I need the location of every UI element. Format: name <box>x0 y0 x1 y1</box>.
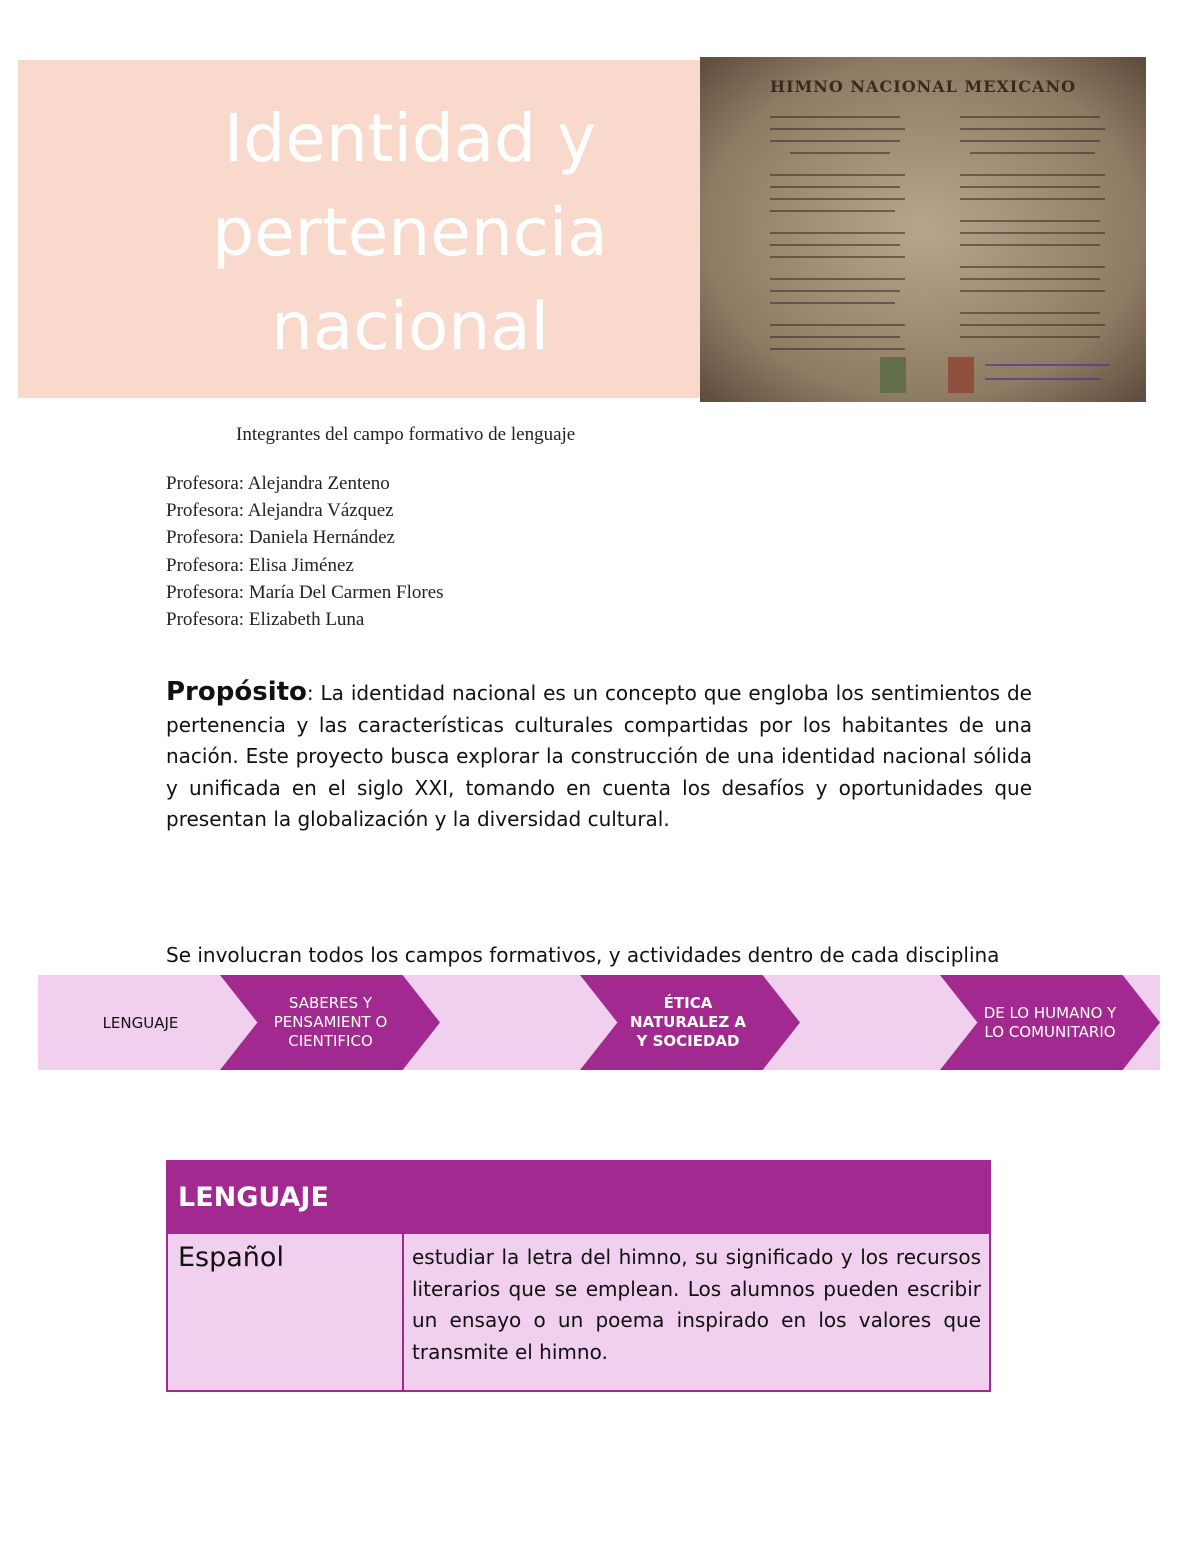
formative-fields-process <box>38 975 1160 1070</box>
table-row <box>167 1233 990 1391</box>
purpose-paragraph <box>166 677 1032 836</box>
members-heading: Integrantes del campo formativo de lenguaje <box>236 424 576 445</box>
process-step-saberes: SABERES Y PENSAMIENT O CIENTIFICO <box>273 994 388 1050</box>
process-step-etica: ÉTICA NATURALEZ A Y SOCIEDAD <box>629 994 747 1050</box>
table-header: LENGUAJE <box>167 1161 990 1233</box>
process-step-humano: DE LO HUMANO Y LO COMUNITARIO <box>983 1003 1117 1041</box>
purpose-text: : La identidad nacional es un concepto que engloba los sentimientos de pertenencia y las características culturales compartidas por los habitantes de una nación. Este proyecto busca explorar la construcción de una identidad nacional sólida y unificada en el siglo XXI, tomando en cuenta los desafíos y oportunidades que presentan la globalización y la diversidad cultural. <box>166 681 1032 831</box>
purpose-label: Propósito <box>166 677 307 707</box>
involvement-paragraph: Se involucran todos los campos formativos, y actividades dentro de cada disciplina <box>166 943 1000 967</box>
members-list <box>166 470 444 633</box>
member-item: Profesora: Alejandra Vázquez <box>166 500 394 522</box>
member-item: Profesora: Alejandra Zenteno <box>166 473 390 494</box>
table-description-cell: estudiar la letra del himno, su significado y los recursos literarios que se emplean. Los alumnos pueden escribir un ensayo o un poema inspirado en los valores que transmite el himno. <box>403 1233 990 1391</box>
member-item: Profesora: María Del Carmen Flores <box>166 581 444 603</box>
lenguaje-table <box>166 1160 991 1392</box>
member-item: Profesora: Elizabeth Luna <box>166 609 365 631</box>
member-item: Profesora: Elisa Jiménez <box>166 554 354 576</box>
poster-caption: HIMNO NACIONAL MEXICANO <box>769 77 1076 96</box>
table-subject-cell: Español <box>167 1233 403 1391</box>
anthem-poster-image <box>700 57 1146 402</box>
page-title: Identidad y pertenencia nacional <box>212 100 608 365</box>
process-step-lenguaje: LENGUAJE <box>102 1013 179 1032</box>
member-item: Profesora: Daniela Hernández <box>166 527 395 549</box>
